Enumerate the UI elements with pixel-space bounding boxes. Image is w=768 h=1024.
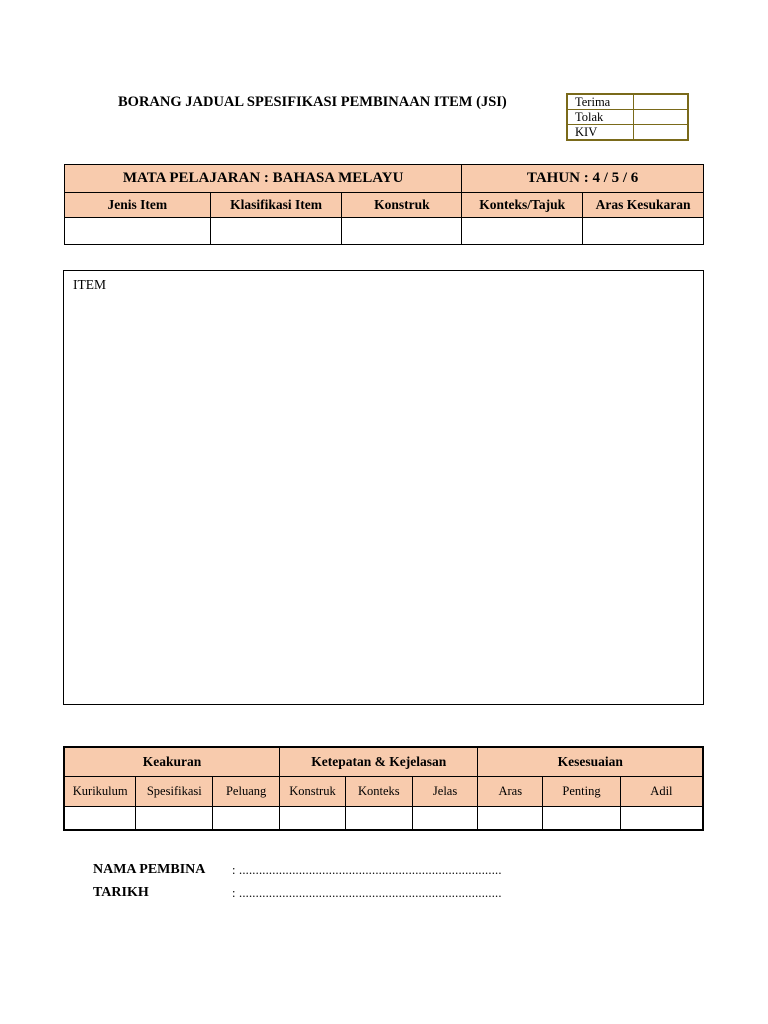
status-box-kiv[interactable] — [634, 125, 689, 141]
input-cell-konstruk[interactable] — [342, 218, 462, 245]
builder-name-field[interactable]: : ............................................................................... — [232, 863, 502, 877]
criteria-peluang: Peluang — [213, 777, 280, 807]
status-box-tolak[interactable] — [634, 110, 689, 125]
status-box-terima[interactable] — [634, 94, 689, 110]
column-header-jenis-item: Jenis Item — [65, 193, 211, 218]
date-label: TARIKH — [93, 885, 149, 900]
criteria-input-jelas[interactable] — [412, 807, 478, 831]
column-header-konstruk: Konstruk — [342, 193, 462, 218]
criteria-input-kurikulum[interactable] — [64, 807, 136, 831]
criteria-group-ketepatan-kejelasan: Ketepatan & Kejelasan — [280, 747, 478, 777]
criteria-aras: Aras — [478, 777, 543, 807]
criteria-jelas: Jelas — [412, 777, 478, 807]
criteria-input-adil[interactable] — [620, 807, 703, 831]
criteria-konstruk: Konstruk — [280, 777, 346, 807]
status-label-tolak: Tolak — [567, 110, 634, 125]
criteria-group-keakuran: Keakuran — [64, 747, 280, 777]
subject-info-table — [64, 164, 704, 245]
criteria-input-konstruk[interactable] — [280, 807, 346, 831]
criteria-input-konteks[interactable] — [345, 807, 412, 831]
input-cell-klasifikasi-item[interactable] — [210, 218, 342, 245]
criteria-table — [63, 746, 704, 831]
criteria-spesifikasi: Spesifikasi — [136, 777, 213, 807]
criteria-konteks: Konteks — [345, 777, 412, 807]
input-cell-aras-kesukaran[interactable] — [583, 218, 704, 245]
column-header-konteks-tajuk: Konteks/Tajuk — [462, 193, 583, 218]
criteria-penting: Penting — [543, 777, 621, 807]
builder-name-label: NAMA PEMBINA — [93, 862, 206, 877]
criteria-input-penting[interactable] — [543, 807, 621, 831]
column-header-klasifikasi-item: Klasifikasi Item — [210, 193, 342, 218]
form-title: BORANG JADUAL SPESIFIKASI PEMBINAAN ITEM (JSI) — [118, 94, 507, 110]
status-checkbox-table — [566, 93, 689, 141]
item-label: ITEM — [73, 277, 106, 292]
column-header-aras-kesukaran: Aras Kesukaran — [583, 193, 704, 218]
year-header: TAHUN : 4 / 5 / 6 — [462, 165, 704, 193]
date-field[interactable]: : ............................................................................... — [232, 886, 502, 900]
input-cell-jenis-item[interactable] — [65, 218, 211, 245]
criteria-kurikulum: Kurikulum — [64, 777, 136, 807]
criteria-input-spesifikasi[interactable] — [136, 807, 213, 831]
criteria-adil: Adil — [620, 777, 703, 807]
status-label-terima: Terima — [567, 94, 634, 110]
status-label-kiv: KIV — [567, 125, 634, 141]
subject-header: MATA PELAJARAN : BAHASA MELAYU — [65, 165, 462, 193]
input-cell-konteks-tajuk[interactable] — [462, 218, 583, 245]
criteria-input-aras[interactable] — [478, 807, 543, 831]
item-text-area[interactable] — [63, 270, 704, 705]
criteria-input-peluang[interactable] — [213, 807, 280, 831]
criteria-group-kesesuaian: Kesesuaian — [478, 747, 703, 777]
